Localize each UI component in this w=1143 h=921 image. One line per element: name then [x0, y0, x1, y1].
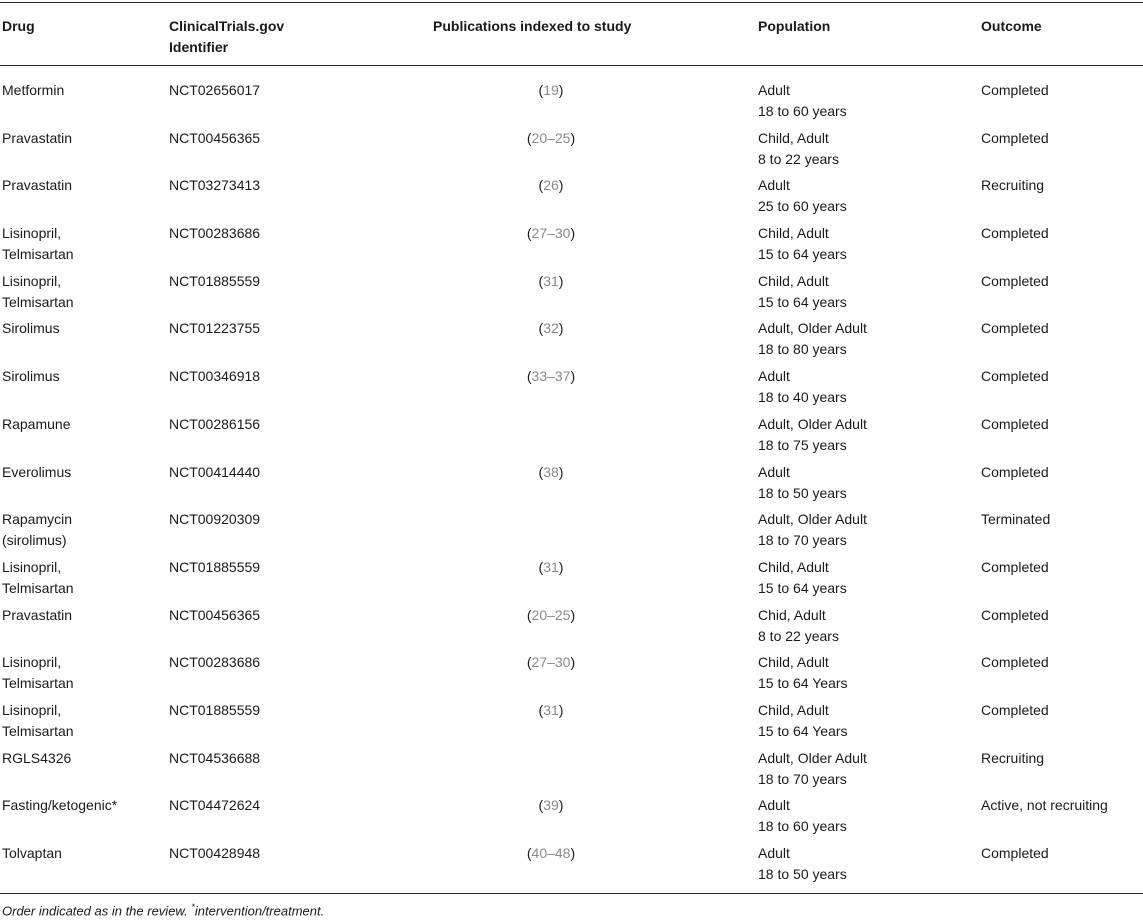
identifier-cell: NCT00920309 — [169, 511, 261, 528]
population-cell — [758, 795, 847, 837]
drug-cell — [2, 795, 117, 816]
table-row — [0, 271, 1143, 319]
table-row — [0, 366, 1143, 414]
ref-close-paren: ) — [558, 797, 564, 814]
ref-open-paren: ( — [538, 797, 544, 814]
population-age-range: 8 to 22 years — [758, 150, 839, 167]
ref-open-paren: ( — [538, 463, 544, 480]
ref-open-paren: ( — [526, 225, 532, 242]
population-age-range: 18 to 50 years — [758, 484, 847, 501]
population-cell — [758, 271, 847, 313]
table-row — [0, 795, 1143, 843]
population-group: Chid, Adult — [758, 606, 826, 623]
identifier-cell: NCT00456365 — [169, 129, 261, 146]
drug-line: RGLS4326 — [2, 749, 72, 766]
population-cell — [758, 605, 839, 647]
identifier-cell: NCT00346918 — [169, 368, 261, 385]
population-cell — [758, 175, 847, 217]
ref-close-paren: ) — [570, 606, 576, 623]
table-row — [0, 175, 1143, 223]
table-row — [0, 605, 1143, 653]
drug-line: Telmisartan — [2, 722, 74, 739]
population-group: Adult — [758, 368, 790, 385]
reference-link[interactable]: 19 — [543, 82, 559, 98]
drug-cell — [2, 414, 71, 435]
population-age-range: 18 to 80 years — [758, 341, 847, 358]
population-cell — [758, 700, 848, 742]
population-cell — [758, 652, 848, 694]
outcome-cell: Completed — [981, 225, 1049, 242]
ref-close-paren: ) — [570, 129, 576, 146]
ref-open-paren: ( — [526, 845, 532, 861]
population-cell — [758, 843, 847, 885]
drug-line: Telmisartan — [2, 579, 74, 596]
ref-close-paren: ) — [558, 272, 564, 289]
reference-link[interactable]: 26 — [543, 177, 559, 194]
drug-cell — [2, 128, 72, 149]
outcome-cell: Completed — [981, 82, 1049, 98]
table-row — [0, 318, 1143, 366]
ref-open-paren: ( — [538, 82, 544, 98]
drug-line: Lisinopril, — [2, 701, 62, 718]
table-row — [0, 223, 1143, 271]
drug-line: Rapamycin — [2, 511, 73, 528]
drug-line: Lisinopril, — [2, 272, 62, 289]
outcome-cell: Recruiting — [981, 177, 1045, 194]
population-age-range: 18 to 70 years — [758, 532, 847, 549]
publications-cell — [433, 175, 669, 196]
identifier-cell: NCT00456365 — [169, 606, 261, 623]
identifier-cell: NCT01885559 — [169, 558, 261, 575]
drug-cell — [2, 700, 74, 742]
outcome-cell: Completed — [981, 272, 1049, 289]
population-age-range: 25 to 60 years — [758, 198, 847, 215]
drug-cell — [2, 748, 71, 769]
header-population: Population — [758, 18, 831, 34]
publications-cell — [433, 700, 669, 721]
drug-line: Lisinopril, — [2, 558, 62, 575]
drug-line: Tolvaptan — [2, 845, 62, 861]
outcome-cell: Completed — [981, 320, 1049, 337]
ref-open-paren: ( — [526, 606, 532, 623]
population-group: Adult, Older Adult — [758, 320, 867, 337]
ref-open-paren: ( — [538, 272, 544, 289]
publications-cell — [433, 366, 669, 387]
drug-line: Pravastatin — [2, 606, 73, 623]
population-age-range: 18 to 60 years — [758, 103, 847, 119]
population-cell — [758, 462, 847, 504]
reference-link[interactable]: 27–30 — [531, 225, 571, 242]
population-cell — [758, 318, 867, 360]
ref-open-paren: ( — [526, 129, 532, 146]
table-row — [0, 843, 1143, 891]
drug-line: Fasting/ketogenic* — [2, 797, 118, 814]
ref-open-paren: ( — [526, 368, 532, 385]
ref-close-paren: ) — [570, 225, 576, 242]
header-identifier — [169, 16, 284, 58]
population-age-range: 15 to 64 years — [758, 246, 847, 263]
footnote-text: Order indicated as in the review. — [2, 903, 188, 919]
drug-cell — [2, 175, 72, 196]
drug-line: Everolimus — [2, 463, 72, 480]
table-row — [0, 748, 1143, 796]
drug-line: Telmisartan — [2, 675, 74, 692]
population-age-range: 18 to 50 years — [758, 866, 847, 882]
drug-line: Rapamune — [2, 415, 71, 432]
ref-close-paren: ) — [570, 368, 576, 385]
outcome-cell: Terminated — [981, 511, 1051, 528]
identifier-cell: NCT01223755 — [169, 320, 261, 337]
population-group: Adult, Older Adult — [758, 749, 867, 766]
drug-line: Metformin — [2, 82, 65, 98]
identifier-cell: NCT00414440 — [169, 463, 261, 480]
reference-link[interactable]: 31 — [543, 558, 559, 575]
population-cell — [758, 128, 839, 170]
population-group: Child, Adult — [758, 654, 829, 671]
table-header-rule — [0, 65, 1143, 66]
population-age-range: 15 to 64 Years — [758, 675, 848, 692]
header-identifier-line2: Identifier — [169, 39, 229, 55]
table-row — [0, 652, 1143, 700]
population-group: Child, Adult — [758, 558, 829, 575]
drug-line: Pravastatin — [2, 177, 73, 194]
identifier-cell: NCT00428948 — [169, 845, 261, 861]
population-group: Child, Adult — [758, 272, 829, 289]
population-group: Adult — [758, 82, 790, 98]
population-cell — [758, 557, 847, 599]
drug-line: Telmisartan — [2, 293, 74, 310]
footnote-marker: * — [191, 902, 195, 912]
publications-cell — [433, 80, 669, 101]
table-top-rule — [0, 2, 1143, 3]
publications-cell — [433, 557, 669, 578]
ref-open-paren: ( — [538, 701, 544, 718]
ref-open-paren: ( — [538, 320, 544, 337]
reference-link[interactable]: 38 — [543, 463, 559, 480]
drug-cell — [2, 652, 74, 694]
outcome-cell: Completed — [981, 463, 1049, 480]
ref-close-paren: ) — [558, 320, 564, 337]
ref-close-paren: ) — [570, 654, 576, 671]
population-group: Adult, Older Adult — [758, 511, 867, 528]
outcome-cell: Completed — [981, 606, 1049, 623]
table-row — [0, 128, 1143, 176]
header-publications: Publications indexed to study — [433, 18, 632, 34]
reference-link[interactable]: 20–25 — [531, 129, 571, 146]
identifier-cell: NCT01885559 — [169, 272, 261, 289]
table-body — [0, 80, 1143, 891]
header-outcome: Outcome — [981, 18, 1042, 34]
reference-link[interactable]: 39 — [543, 797, 559, 814]
drug-line: Lisinopril, — [2, 654, 62, 671]
drug-line: Telmisartan — [2, 246, 74, 263]
table-bottom-rule — [0, 893, 1143, 894]
population-group: Adult — [758, 797, 790, 814]
outcome-cell: Completed — [981, 415, 1049, 432]
header-identifier-line1: ClinicalTrials.gov — [169, 18, 285, 34]
ref-close-paren: ) — [570, 845, 576, 861]
ref-close-paren: ) — [558, 463, 564, 480]
population-age-range: 15 to 64 Years — [758, 722, 848, 739]
drug-cell — [2, 80, 64, 101]
population-age-range: 18 to 75 years — [758, 436, 847, 453]
drug-line: Sirolimus — [2, 368, 60, 385]
population-cell — [758, 80, 847, 122]
publications-cell — [433, 605, 669, 626]
publications-cell — [433, 795, 669, 816]
header-drug: Drug — [2, 18, 35, 34]
population-group: Child, Adult — [758, 129, 829, 146]
drug-cell — [2, 462, 71, 483]
drug-cell — [2, 318, 60, 339]
drug-line: Pravastatin — [2, 129, 73, 146]
population-cell — [758, 366, 847, 408]
identifier-cell: NCT00283686 — [169, 654, 261, 671]
ref-open-paren: ( — [526, 654, 532, 671]
population-group: Adult — [758, 177, 790, 194]
identifier-cell: NCT01885559 — [169, 701, 261, 718]
population-group: Adult — [758, 845, 790, 861]
outcome-cell: Completed — [981, 845, 1049, 861]
identifier-cell: NCT04536688 — [169, 749, 261, 766]
population-age-range: 18 to 40 years — [758, 389, 847, 406]
table-row — [0, 700, 1143, 748]
drug-cell — [2, 509, 72, 551]
publications-cell — [433, 843, 669, 864]
table-row — [0, 414, 1143, 462]
identifier-cell: NCT00286156 — [169, 415, 261, 432]
drug-cell — [2, 557, 74, 599]
outcome-cell: Completed — [981, 129, 1049, 146]
publications-cell — [433, 128, 669, 149]
drug-line: (sirolimus) — [2, 532, 67, 549]
table-row — [0, 80, 1143, 128]
outcome-cell: Active, not recruiting — [981, 797, 1108, 814]
ref-close-paren: ) — [558, 701, 564, 718]
population-age-range: 8 to 22 years — [758, 627, 839, 644]
population-cell — [758, 748, 867, 790]
drug-line: Lisinopril, — [2, 225, 62, 242]
identifier-cell: NCT00283686 — [169, 225, 261, 242]
table-footnote — [2, 902, 324, 918]
ref-close-paren: ) — [558, 558, 564, 575]
footnote-marker-text: intervention/treatment. — [194, 903, 325, 919]
ref-close-paren: ) — [558, 82, 564, 98]
outcome-cell: Completed — [981, 701, 1049, 718]
population-age-range: 15 to 64 years — [758, 293, 847, 310]
reference-link[interactable]: 31 — [543, 701, 559, 718]
identifier-cell: NCT02656017 — [169, 82, 261, 98]
population-group: Adult, Older Adult — [758, 415, 867, 432]
drug-cell — [2, 271, 74, 313]
drug-line: Sirolimus — [2, 320, 60, 337]
population-cell — [758, 414, 867, 456]
drug-cell — [2, 366, 60, 387]
reference-link[interactable]: 31 — [543, 272, 559, 289]
ref-open-paren: ( — [538, 177, 544, 194]
population-age-range: 18 to 60 years — [758, 818, 847, 835]
drug-cell — [2, 605, 72, 626]
table-row — [0, 557, 1143, 605]
reference-link[interactable]: 20–25 — [531, 606, 571, 623]
publications-cell — [433, 271, 669, 292]
outcome-cell: Recruiting — [981, 749, 1045, 766]
reference-link[interactable]: 40–48 — [531, 845, 571, 861]
reference-link[interactable]: 32 — [543, 320, 559, 337]
population-group: Child, Adult — [758, 225, 829, 242]
publications-cell — [433, 223, 669, 244]
table-row — [0, 462, 1143, 510]
publications-cell — [433, 462, 669, 483]
table-row — [0, 509, 1143, 557]
population-cell — [758, 223, 847, 265]
reference-link[interactable]: 33–37 — [531, 368, 571, 385]
outcome-cell: Completed — [981, 558, 1049, 575]
outcome-cell: Completed — [981, 368, 1049, 385]
drug-cell — [2, 843, 62, 864]
publications-cell — [433, 318, 669, 339]
population-group: Child, Adult — [758, 701, 829, 718]
population-age-range: 15 to 64 years — [758, 579, 847, 596]
ref-open-paren: ( — [538, 558, 544, 575]
identifier-cell: NCT03273413 — [169, 177, 261, 194]
population-cell — [758, 509, 867, 551]
ref-close-paren: ) — [558, 177, 564, 194]
publications-cell — [433, 652, 669, 673]
outcome-cell: Completed — [981, 654, 1049, 671]
population-age-range: 18 to 70 years — [758, 770, 847, 787]
reference-link[interactable]: 27–30 — [531, 654, 571, 671]
drug-cell — [2, 223, 74, 265]
identifier-cell: NCT04472624 — [169, 797, 261, 814]
population-group: Adult — [758, 463, 790, 480]
